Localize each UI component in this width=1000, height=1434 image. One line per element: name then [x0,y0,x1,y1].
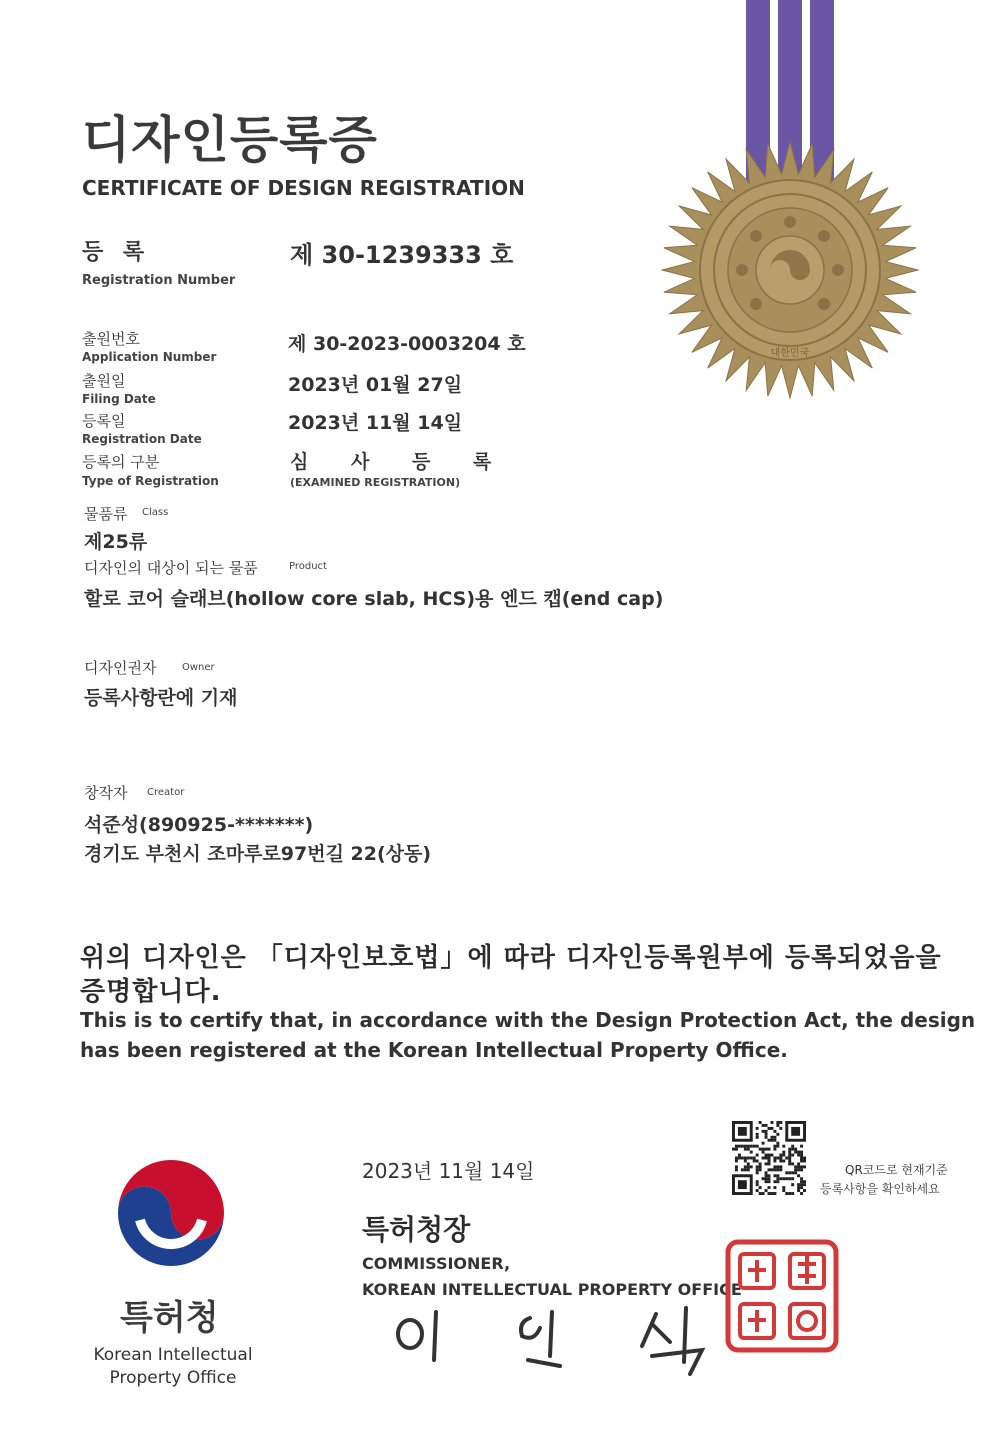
class-label: 물품류 [84,505,128,523]
class-value: 제25류 [84,531,148,553]
official-seal [722,1236,842,1356]
certification-statement-en-2: has been registered at the Korean Intellectual Property Office. [80,1038,788,1062]
product-label-english: Product [289,561,327,572]
qr-note-line2: 등록사항을 확인하세요 [820,1182,940,1196]
medal-seal [660,0,940,400]
application-label: 출원번호 [82,330,140,348]
creator-address: 경기도 부천시 조마루로97번길 22(상동) [84,843,432,865]
registration-label-english: Registration Number [82,273,236,288]
registration-date-label: 등록일 [82,412,126,430]
kipo-name-en-1: Korean Intellectual [93,1345,253,1365]
owner-label-english: Owner [182,662,215,673]
certification-statement-ko-1: 위의 디자인은 「디자인보호법」에 따라 디자인등록원부에 등록되었음을 [80,943,942,973]
commissioner-title-en-2: KOREAN INTELLECTUAL PROPERTY OFFICE [362,1280,742,1299]
qr-code[interactable] [732,1121,806,1195]
application-label-english: Application Number [82,350,217,364]
commissioner-title-en-1: COMMISSIONER, [362,1254,511,1273]
registration-number: 제 30-1239333 호 [290,241,514,269]
registration-type-label: 등록의 구분 [82,453,160,471]
product-name: 할로 코어 슬래브(hollow core slab, HCS)용 엔드 캡(end cap) [84,588,664,610]
issue-date: 2023년 11월 14일 [362,1159,535,1183]
kipo-emblem-icon [108,1150,234,1276]
document-title: 디자인등록증 [82,111,378,169]
registration-date: 2023년 11월 14일 [288,412,463,434]
filing-date: 2023년 01월 27일 [288,374,463,396]
registration-type: 심 사 등 록 [290,451,510,473]
commissioner-title-ko: 특허청장 [362,1213,471,1246]
certification-statement-ko-2: 증명합니다. [80,977,222,1007]
class-label-english: Class [142,507,169,518]
kipo-name-en-2: Property Office [109,1368,237,1388]
kipo-name-ko: 특허청 [120,1298,219,1338]
certification-statement-en-1: This is to certify that, in accordance with the Design Protection Act, the design [80,1008,976,1032]
owner-value: 등록사항란에 기재 [84,687,238,709]
registration-label: 등 록 [82,240,151,265]
owner-label: 디자인권자 [84,659,157,677]
commissioner-signature [390,1300,730,1380]
registration-type-label-english: Type of Registration [82,474,219,488]
application-number: 제 30-2023-0003204 호 [288,333,526,355]
creator-label: 창작자 [84,784,128,802]
creator-label-english: Creator [147,787,185,798]
medal-caption: 대한민국 [770,348,810,359]
document-title-english: CERTIFICATE OF DESIGN REGISTRATION [82,176,525,200]
registration-type-english: (EXAMINED REGISTRATION) [290,476,461,489]
creator-name: 석준성(890925-*******) [84,814,314,836]
filing-date-label: 출원일 [82,372,126,390]
qr-note-line1: QR코드로 현재기준 [845,1163,948,1177]
filing-date-label-english: Filing Date [82,392,156,406]
registration-date-label-english: Registration Date [82,432,202,446]
product-label: 디자인의 대상이 되는 물품 [84,559,258,577]
